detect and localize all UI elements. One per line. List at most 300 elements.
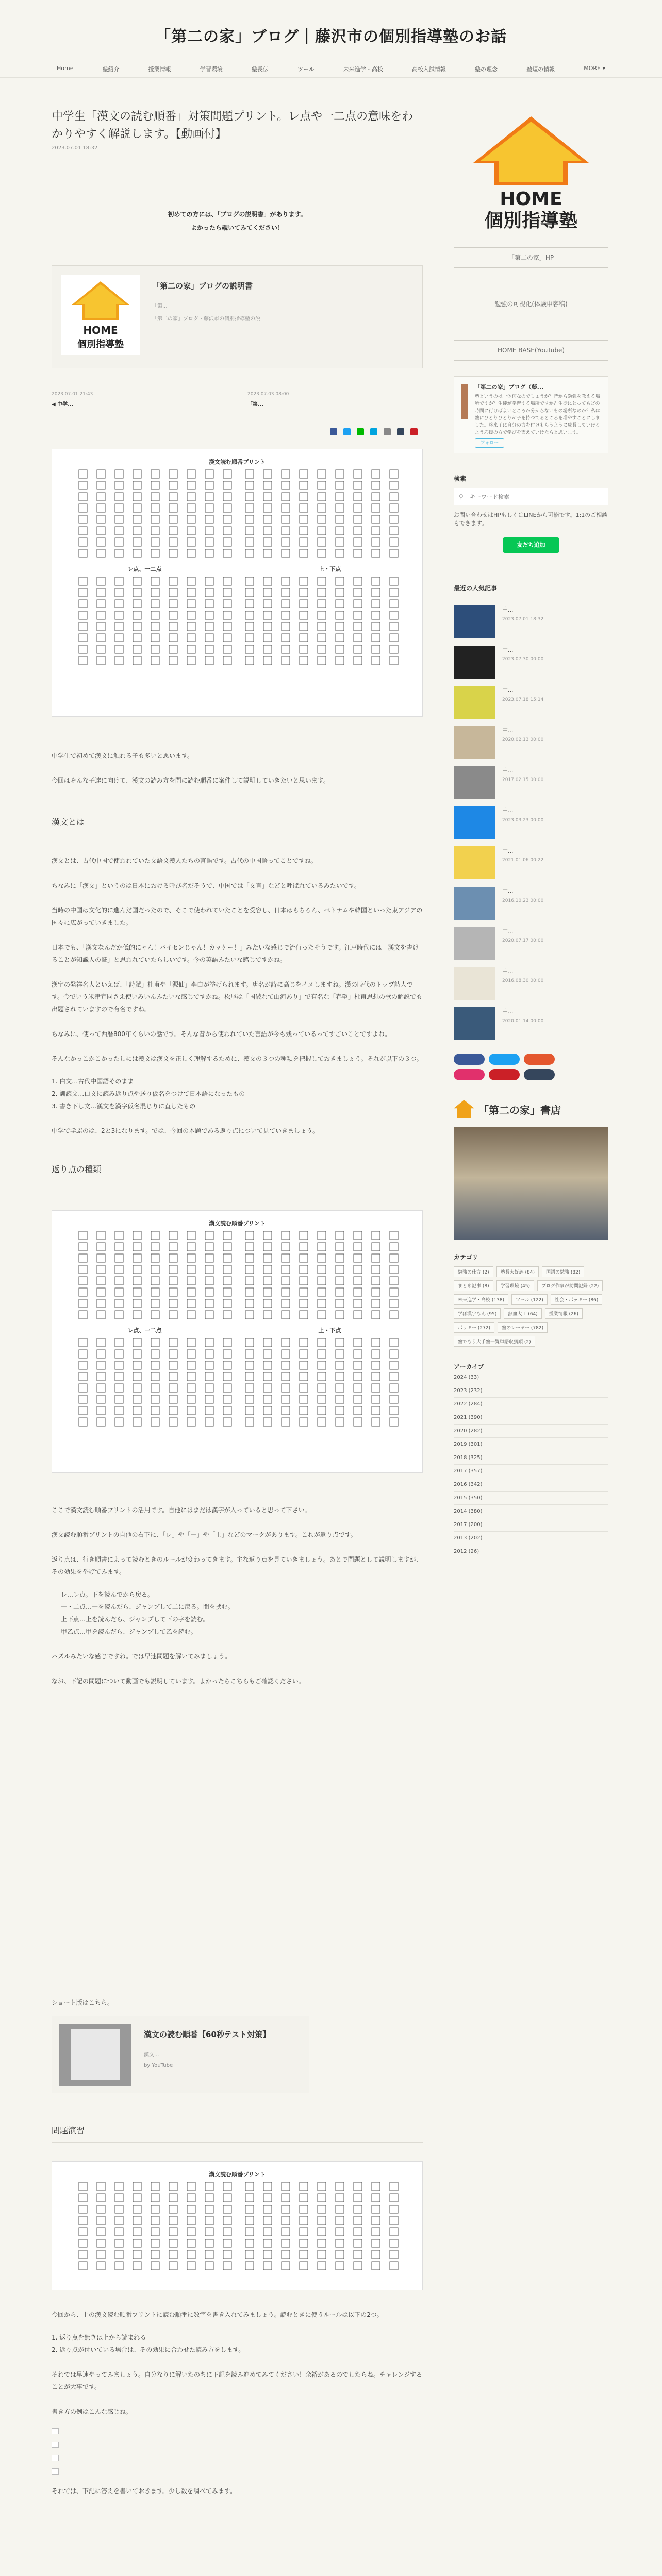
grid-cell: [372, 527, 380, 535]
grid-cell: [187, 2194, 195, 2202]
archive-item[interactable]: 2016 (342): [454, 1478, 608, 1492]
popular-title[interactable]: 中...: [502, 888, 514, 894]
grid-cell: [169, 1265, 177, 1274]
category-tag[interactable]: 塾のレーヤー (782): [498, 1322, 548, 1333]
grid-cell: [115, 1265, 123, 1274]
sidebar: [454, 113, 608, 1558]
grid-cell: [187, 504, 195, 512]
grid-cell: [263, 1299, 272, 1308]
category-tag[interactable]: 熱血大工 (64): [504, 1308, 541, 1319]
popular-thumbnail[interactable]: [454, 1007, 495, 1040]
list-item: 1. 白文…古代中国語そのまま: [52, 1078, 134, 1085]
popular-item[interactable]: [454, 726, 608, 759]
grid-cell: [151, 1311, 159, 1319]
grid-cell: [318, 1243, 326, 1251]
grid-cell: [187, 2205, 195, 2213]
popular-heading: 最近の人気記事: [454, 584, 608, 598]
nav-item[interactable]: 塾の理念: [475, 66, 498, 73]
grid-cell: [263, 1395, 272, 1403]
grid-cell: [336, 1254, 344, 1262]
sns-buttons: [454, 1054, 572, 1080]
worksheet-title: 漢文読む順番プリント: [209, 2171, 266, 2178]
profile-name[interactable]: 「第二の家」ブログ（藤...: [474, 384, 544, 391]
paragraph: 書き方の例はこんな感じね。: [52, 2408, 133, 2415]
grid-cell: [263, 611, 272, 619]
grid-cell: [372, 493, 380, 501]
grid-cell: [390, 1350, 398, 1358]
youtube-link-button[interactable]: HOME BASE(YouTube): [454, 340, 608, 361]
grid-cell: [133, 538, 141, 546]
category-tag[interactable]: 塾長大好評 (84): [496, 1266, 539, 1277]
popular-title[interactable]: 中...: [502, 767, 514, 774]
grid-cell: [205, 611, 213, 619]
grid-cell: [390, 2182, 398, 2191]
hp-link-button[interactable]: 「第二の家」HP: [454, 247, 608, 268]
grid-cell: [390, 600, 398, 608]
line-text: お問い合わせはHPもしくはLINEから可能です。1:1のご相談もできます。: [454, 512, 608, 527]
site-title[interactable]: 「第二の家」ブログ｜藤沢市の個別指導塾のお話: [155, 28, 507, 46]
grid-cell: [223, 481, 231, 489]
grid-cell: [336, 1265, 344, 1274]
prev-date: 2023.07.01 21:43: [52, 392, 93, 397]
grid-cell: [151, 1361, 159, 1369]
grid-cell: [97, 527, 105, 535]
popular-thumbnail[interactable]: [454, 846, 495, 879]
grid-cell: [318, 645, 326, 653]
grid-cell: [133, 1231, 141, 1240]
grid-cell: [336, 1418, 344, 1426]
grid-cell: [115, 2205, 123, 2213]
archive-item[interactable]: 2023 (232): [454, 1384, 608, 1398]
popular-text: [502, 806, 543, 839]
grid-cell: [115, 515, 123, 523]
grid-cell: [354, 1277, 362, 1285]
archive-item[interactable]: 2013 (202): [454, 1532, 608, 1545]
list-item: 3. 書き下し文…漢文を漢字仮名混じりに直したもの: [52, 1103, 196, 1110]
popular-thumbnail[interactable]: [454, 766, 495, 799]
popular-thumbnail[interactable]: [454, 726, 495, 759]
worksheet-left-label: レ点、一二点: [127, 1327, 162, 1334]
shop-photo[interactable]: [454, 1127, 608, 1240]
grid-cell: [133, 1384, 141, 1392]
nav-item[interactable]: 塾短の情報: [526, 66, 555, 73]
grid-cell: [205, 1299, 213, 1308]
popular-item[interactable]: [454, 887, 608, 920]
grid-cell: [318, 1277, 326, 1285]
popular-thumbnail[interactable]: [454, 686, 495, 719]
grid-cell: [187, 2182, 195, 2191]
grid-cell: [336, 2194, 344, 2202]
instagram-icon[interactable]: [454, 1069, 485, 1080]
grid-cell: [263, 656, 272, 665]
grid-cell: [151, 622, 159, 631]
archive-item[interactable]: 2015 (350): [454, 1492, 608, 1505]
house-icon: [454, 1100, 474, 1118]
grid-cell: [79, 2194, 87, 2202]
grid-cell: [205, 1338, 213, 1347]
grid-cell: [151, 1299, 159, 1308]
grid-cell: [133, 600, 141, 608]
pinterest-icon[interactable]: [410, 428, 418, 435]
grid-cell: [97, 493, 105, 501]
avatar[interactable]: [461, 384, 468, 419]
grid-cell: [282, 1418, 290, 1426]
grid-cell: [300, 1243, 308, 1251]
grid-cell: [336, 2262, 344, 2270]
tumblr-icon[interactable]: [524, 1069, 555, 1080]
grid-cell: [79, 549, 87, 557]
category-tag[interactable]: 学ぼ漢字もん (95): [454, 1308, 501, 1319]
video-card[interactable]: [52, 2016, 309, 2093]
category-tag[interactable]: 塾でもう大手塾一覧単語収獲順 (2): [454, 1336, 535, 1347]
search-input[interactable]: [454, 488, 608, 505]
grid-cell: [205, 1254, 213, 1262]
grid-cell: [390, 1265, 398, 1274]
grid-cell: [151, 527, 159, 535]
grid-cell: [187, 481, 195, 489]
trial-link-button[interactable]: 勉強の可視化(体験申客稿): [454, 294, 608, 314]
grid-cell: [169, 1418, 177, 1426]
grid-cell: [263, 1254, 272, 1262]
archive-item[interactable]: 2012 (26): [454, 1545, 608, 1558]
category-tag[interactable]: 未来進学・高校 (138): [454, 1294, 508, 1305]
archive-item[interactable]: 2020 (282): [454, 1425, 608, 1438]
popular-date: 2020.01.14 00:00: [502, 1019, 544, 1024]
bullet-list: [52, 1588, 423, 1638]
grid-cell: [372, 1418, 380, 1426]
grid-cell: [187, 470, 195, 478]
popular-item[interactable]: [454, 846, 608, 879]
grid-cell: [133, 1277, 141, 1285]
grid-cell: [263, 1231, 272, 1240]
nav-more[interactable]: MORE ▾: [584, 65, 605, 72]
grid-cell: [115, 1395, 123, 1403]
grid-cell: [282, 1231, 290, 1240]
grid-cell: [336, 1406, 344, 1415]
notice: [52, 208, 423, 234]
grid-cell: [318, 656, 326, 665]
grid-cell: [223, 577, 231, 585]
grid-cell: [300, 1338, 308, 1347]
popular-item[interactable]: [454, 927, 608, 960]
popular-item[interactable]: [454, 605, 608, 638]
grid-cell: [97, 1395, 105, 1403]
grid-cell: [151, 1350, 159, 1358]
popular-title[interactable]: 中...: [502, 687, 514, 693]
grid-cell: [263, 1265, 272, 1274]
card-sub: 「第...: [152, 303, 168, 309]
nav-item[interactable]: 学習環境: [200, 66, 223, 73]
nav-item[interactable]: ツール: [297, 66, 315, 73]
category-tag[interactable]: 授業情報 (26): [545, 1308, 583, 1319]
grid-cell: [223, 611, 231, 619]
popular-title[interactable]: 中...: [502, 928, 514, 935]
popular-title[interactable]: 中...: [502, 1008, 514, 1015]
worksheet-left-label: レ点、一二点: [127, 566, 162, 572]
grid-cell: [115, 611, 123, 619]
grid-cell: [115, 1231, 123, 1240]
grid-cell: [318, 1372, 326, 1381]
popular-title[interactable]: 中...: [502, 727, 514, 734]
grid-cell: [223, 538, 231, 546]
grid-cell: [390, 1243, 398, 1251]
archive-item[interactable]: 2017 (357): [454, 1465, 608, 1478]
grid-cell: [205, 1288, 213, 1296]
popular-thumbnail[interactable]: [454, 646, 495, 679]
popular-date: 2023.03.23 00:00: [502, 818, 544, 823]
category-tag[interactable]: 学習環境 (45): [496, 1280, 534, 1291]
popular-item[interactable]: [454, 766, 608, 799]
nav-item[interactable]: 授業情報: [148, 66, 171, 73]
grid-cell: [205, 493, 213, 501]
video-thumbnail[interactable]: [59, 2024, 131, 2086]
grid-cell: [205, 2182, 213, 2191]
grid-cell: [151, 1338, 159, 1347]
popular-title[interactable]: 中...: [502, 807, 514, 814]
popular-thumbnail[interactable]: [454, 887, 495, 920]
grid-cell: [115, 1277, 123, 1285]
grid-cell: [97, 645, 105, 653]
grid-cell: [336, 1243, 344, 1251]
grid-cell: [300, 577, 308, 585]
category-tag[interactable]: 勉強の仕方 (2): [454, 1266, 493, 1277]
grid-cell: [115, 493, 123, 501]
grid-cell: [79, 1338, 87, 1347]
grid-cell: [115, 1372, 123, 1381]
grid-cell: [97, 2205, 105, 2213]
category-tag[interactable]: まとめ記事 (8): [454, 1280, 493, 1291]
line-icon[interactable]: [357, 428, 364, 435]
grid-cell: [390, 634, 398, 642]
grid-cell: [372, 1395, 380, 1403]
grid-cell: [282, 2194, 290, 2202]
paragraph: 中学生で初めて漢文に触れる子も多いと思います。: [52, 752, 194, 759]
paragraph: 返り点は、行き順書によって読むときのルールが変わってきます。主な返り点を見ていきましょう。あとで問題として説明しますが、その効果を挙げてみます。: [52, 1556, 422, 1575]
grid-cell: [318, 2262, 326, 2270]
grid-cell: [223, 2262, 231, 2270]
grid-cell: [354, 481, 362, 489]
popular-title[interactable]: 中...: [502, 968, 514, 975]
grid-cell: [336, 2228, 344, 2236]
grid-cell: [79, 588, 87, 597]
entry-date: 2023.07.01 18:32: [52, 145, 98, 151]
grid-cell: [97, 1372, 105, 1381]
grid-cell: [390, 1254, 398, 1262]
grid-cell: [79, 2216, 87, 2225]
grid-cell: [372, 1338, 380, 1347]
category-tag[interactable]: ツール (122): [511, 1294, 548, 1305]
grid-cell: [169, 1277, 177, 1285]
popular-item[interactable]: [454, 806, 608, 839]
grid-cell: [223, 1243, 231, 1251]
line-add-friend-button[interactable]: 友だち追加: [503, 537, 559, 553]
grid-cell: [115, 527, 123, 535]
nav-item[interactable]: 未来進学・高校: [343, 66, 383, 73]
grid-cell: [282, 2262, 290, 2270]
grid-cell: [263, 549, 272, 557]
grid-cell: [169, 600, 177, 608]
grid-cell: [300, 588, 308, 597]
grid-cell: [263, 1350, 272, 1358]
grid-cell: [223, 470, 231, 478]
popular-item[interactable]: [454, 1007, 608, 1040]
grid-cell: [205, 538, 213, 546]
grid-cell: [354, 634, 362, 642]
archive-item[interactable]: 2021 (390): [454, 1411, 608, 1425]
grid-cell: [245, 504, 254, 512]
site-logo[interactable]: [454, 113, 608, 232]
category-tag[interactable]: ブログ作家が訪問記録 (22): [537, 1280, 603, 1291]
mail-icon[interactable]: [384, 428, 391, 435]
grid-cell: [133, 493, 141, 501]
grid-cell: [133, 1406, 141, 1415]
grid-cell: [282, 1338, 290, 1347]
grid-cell: [372, 2194, 380, 2202]
grid-cell: [223, 1361, 231, 1369]
grid-cell: [223, 1288, 231, 1296]
facebook-icon[interactable]: [454, 1054, 485, 1065]
grid-cell: [318, 549, 326, 557]
grid-cell: [354, 538, 362, 546]
prev-title[interactable]: ◀ 中学...: [52, 402, 74, 408]
paragraph: それでは、下記に答えを書いておきます。少し数を調べてみます。: [52, 2487, 237, 2495]
worksheet-grid: [76, 575, 401, 669]
grid-cell: [133, 2194, 141, 2202]
popular-item[interactable]: [454, 646, 608, 679]
popular-title[interactable]: 中...: [502, 848, 514, 854]
grid-cell: [318, 1338, 326, 1347]
list-item: 上下点…上を読んだら、ジャンプして下の字を読む。: [61, 1616, 209, 1623]
grid-cell: [223, 527, 231, 535]
grid-cell: [300, 470, 308, 478]
next-title[interactable]: 「第...: [247, 402, 264, 408]
grid-cell: [390, 577, 398, 585]
grid-cell: [187, 634, 195, 642]
grid-cell: [115, 2250, 123, 2259]
popular-thumbnail[interactable]: [454, 927, 495, 960]
feed-icon[interactable]: [524, 1054, 555, 1065]
grid-cell: [223, 515, 231, 523]
grid-cell: [169, 577, 177, 585]
popular-title[interactable]: 中...: [502, 606, 514, 613]
twitter-icon[interactable]: [343, 428, 351, 435]
grid-cell: [223, 1372, 231, 1381]
grid-cell: [79, 611, 87, 619]
nav-item[interactable]: 高校入試情報: [411, 66, 446, 73]
grid-cell: [300, 1231, 308, 1240]
grid-cell: [115, 1288, 123, 1296]
category-tag[interactable]: 国語の勉強 (82): [542, 1266, 584, 1277]
grid-cell: [97, 577, 105, 585]
archive-item[interactable]: 2024 (33): [454, 1371, 608, 1384]
grid-cell: [245, 2239, 254, 2247]
section-heading: 問題演習: [52, 2124, 423, 2143]
grid-cell: [354, 1254, 362, 1262]
grid-cell: [245, 577, 254, 585]
grid-cell: [263, 470, 272, 478]
popular-item[interactable]: [454, 967, 608, 1000]
category-tag[interactable]: 社会・ポッキー (86): [551, 1294, 602, 1305]
card-title[interactable]: 「第二の家」ブログの説明書: [152, 281, 253, 291]
grid-cell: [79, 504, 87, 512]
popular-thumbnail[interactable]: [454, 605, 495, 638]
grid-cell: [133, 2182, 141, 2191]
grid-cell: [133, 645, 141, 653]
popular-thumbnail[interactable]: [454, 967, 495, 1000]
grid-cell: [372, 1277, 380, 1285]
shop-banner[interactable]: [454, 1099, 608, 1120]
grid-cell: [223, 2239, 231, 2247]
facebook-icon[interactable]: [330, 428, 337, 435]
card-meta: [152, 275, 260, 359]
grid-cell: [245, 2216, 254, 2225]
grid-cell: [336, 645, 344, 653]
follow-button[interactable]: フォロー: [475, 438, 505, 448]
blog-card[interactable]: [52, 265, 423, 368]
video-title[interactable]: 漢文の読む順番【60秒テスト対策】: [144, 2030, 271, 2039]
popular-title[interactable]: 中...: [502, 647, 514, 653]
grid-cell: [97, 1243, 105, 1251]
popular-item[interactable]: [454, 686, 608, 719]
grid-cell: [245, 527, 254, 535]
grid-cell: [245, 645, 254, 653]
grid-cell: [390, 1338, 398, 1347]
grid-cell: [263, 1288, 272, 1296]
grid-cell: [245, 2228, 254, 2236]
archive-item[interactable]: 2019 (301): [454, 1438, 608, 1451]
archive-item[interactable]: 2022 (284): [454, 1398, 608, 1411]
pinterest-icon[interactable]: [489, 1069, 520, 1080]
grid-cell: [223, 2205, 231, 2213]
grid-cell: [115, 2182, 123, 2191]
grid-cell: [133, 2239, 141, 2247]
grid-cell: [245, 1395, 254, 1403]
grid-cell: [151, 2262, 159, 2270]
grid-cell: [282, 538, 290, 546]
grid-cell: [245, 1384, 254, 1392]
grid-cell: [223, 634, 231, 642]
grid-cell: [223, 1406, 231, 1415]
paragraph: 当時の中国は文化的に進んだ国だったので、そこで使われていたことを受容し、日本はもちろん、ベトナムや韓国といった東アジアの国々に広がっていきました。: [52, 907, 423, 926]
hatena-icon[interactable]: [370, 428, 377, 435]
popular-thumbnail[interactable]: [454, 806, 495, 839]
archive-item[interactable]: 2018 (325): [454, 1451, 608, 1465]
grid-cell: [169, 549, 177, 557]
tumblr-icon[interactable]: [397, 428, 404, 435]
paragraph: 漢文とは、古代中国で使われていた文語文漢人たちの言語です。古代の中国語ってことですね。: [52, 857, 318, 865]
prev-post[interactable]: [52, 392, 227, 408]
grid-cell: [390, 1372, 398, 1381]
grid-cell: [390, 1406, 398, 1415]
grid-cell: [390, 538, 398, 546]
video-sub: 漢文...: [144, 2052, 159, 2058]
archive-item[interactable]: 2017 (200): [454, 1518, 608, 1532]
nav-item[interactable]: 塾紹介: [102, 66, 120, 73]
prev-next-nav: [52, 392, 423, 408]
twitter-icon[interactable]: [489, 1054, 520, 1065]
archive-item[interactable]: 2014 (380): [454, 1505, 608, 1518]
grid-cell: [169, 493, 177, 501]
nav-item[interactable]: Home: [57, 65, 74, 72]
next-post[interactable]: [247, 392, 423, 408]
grid-cell: [223, 2228, 231, 2236]
popular-text: [502, 1007, 543, 1040]
grid-cell: [282, 1288, 290, 1296]
grid-cell: [354, 1418, 362, 1426]
nav-item[interactable]: 塾長伝: [251, 66, 269, 73]
svg-text:個別指導塾: 個別指導塾: [77, 339, 124, 350]
category-tag[interactable]: ポッキー (272): [454, 1322, 494, 1333]
